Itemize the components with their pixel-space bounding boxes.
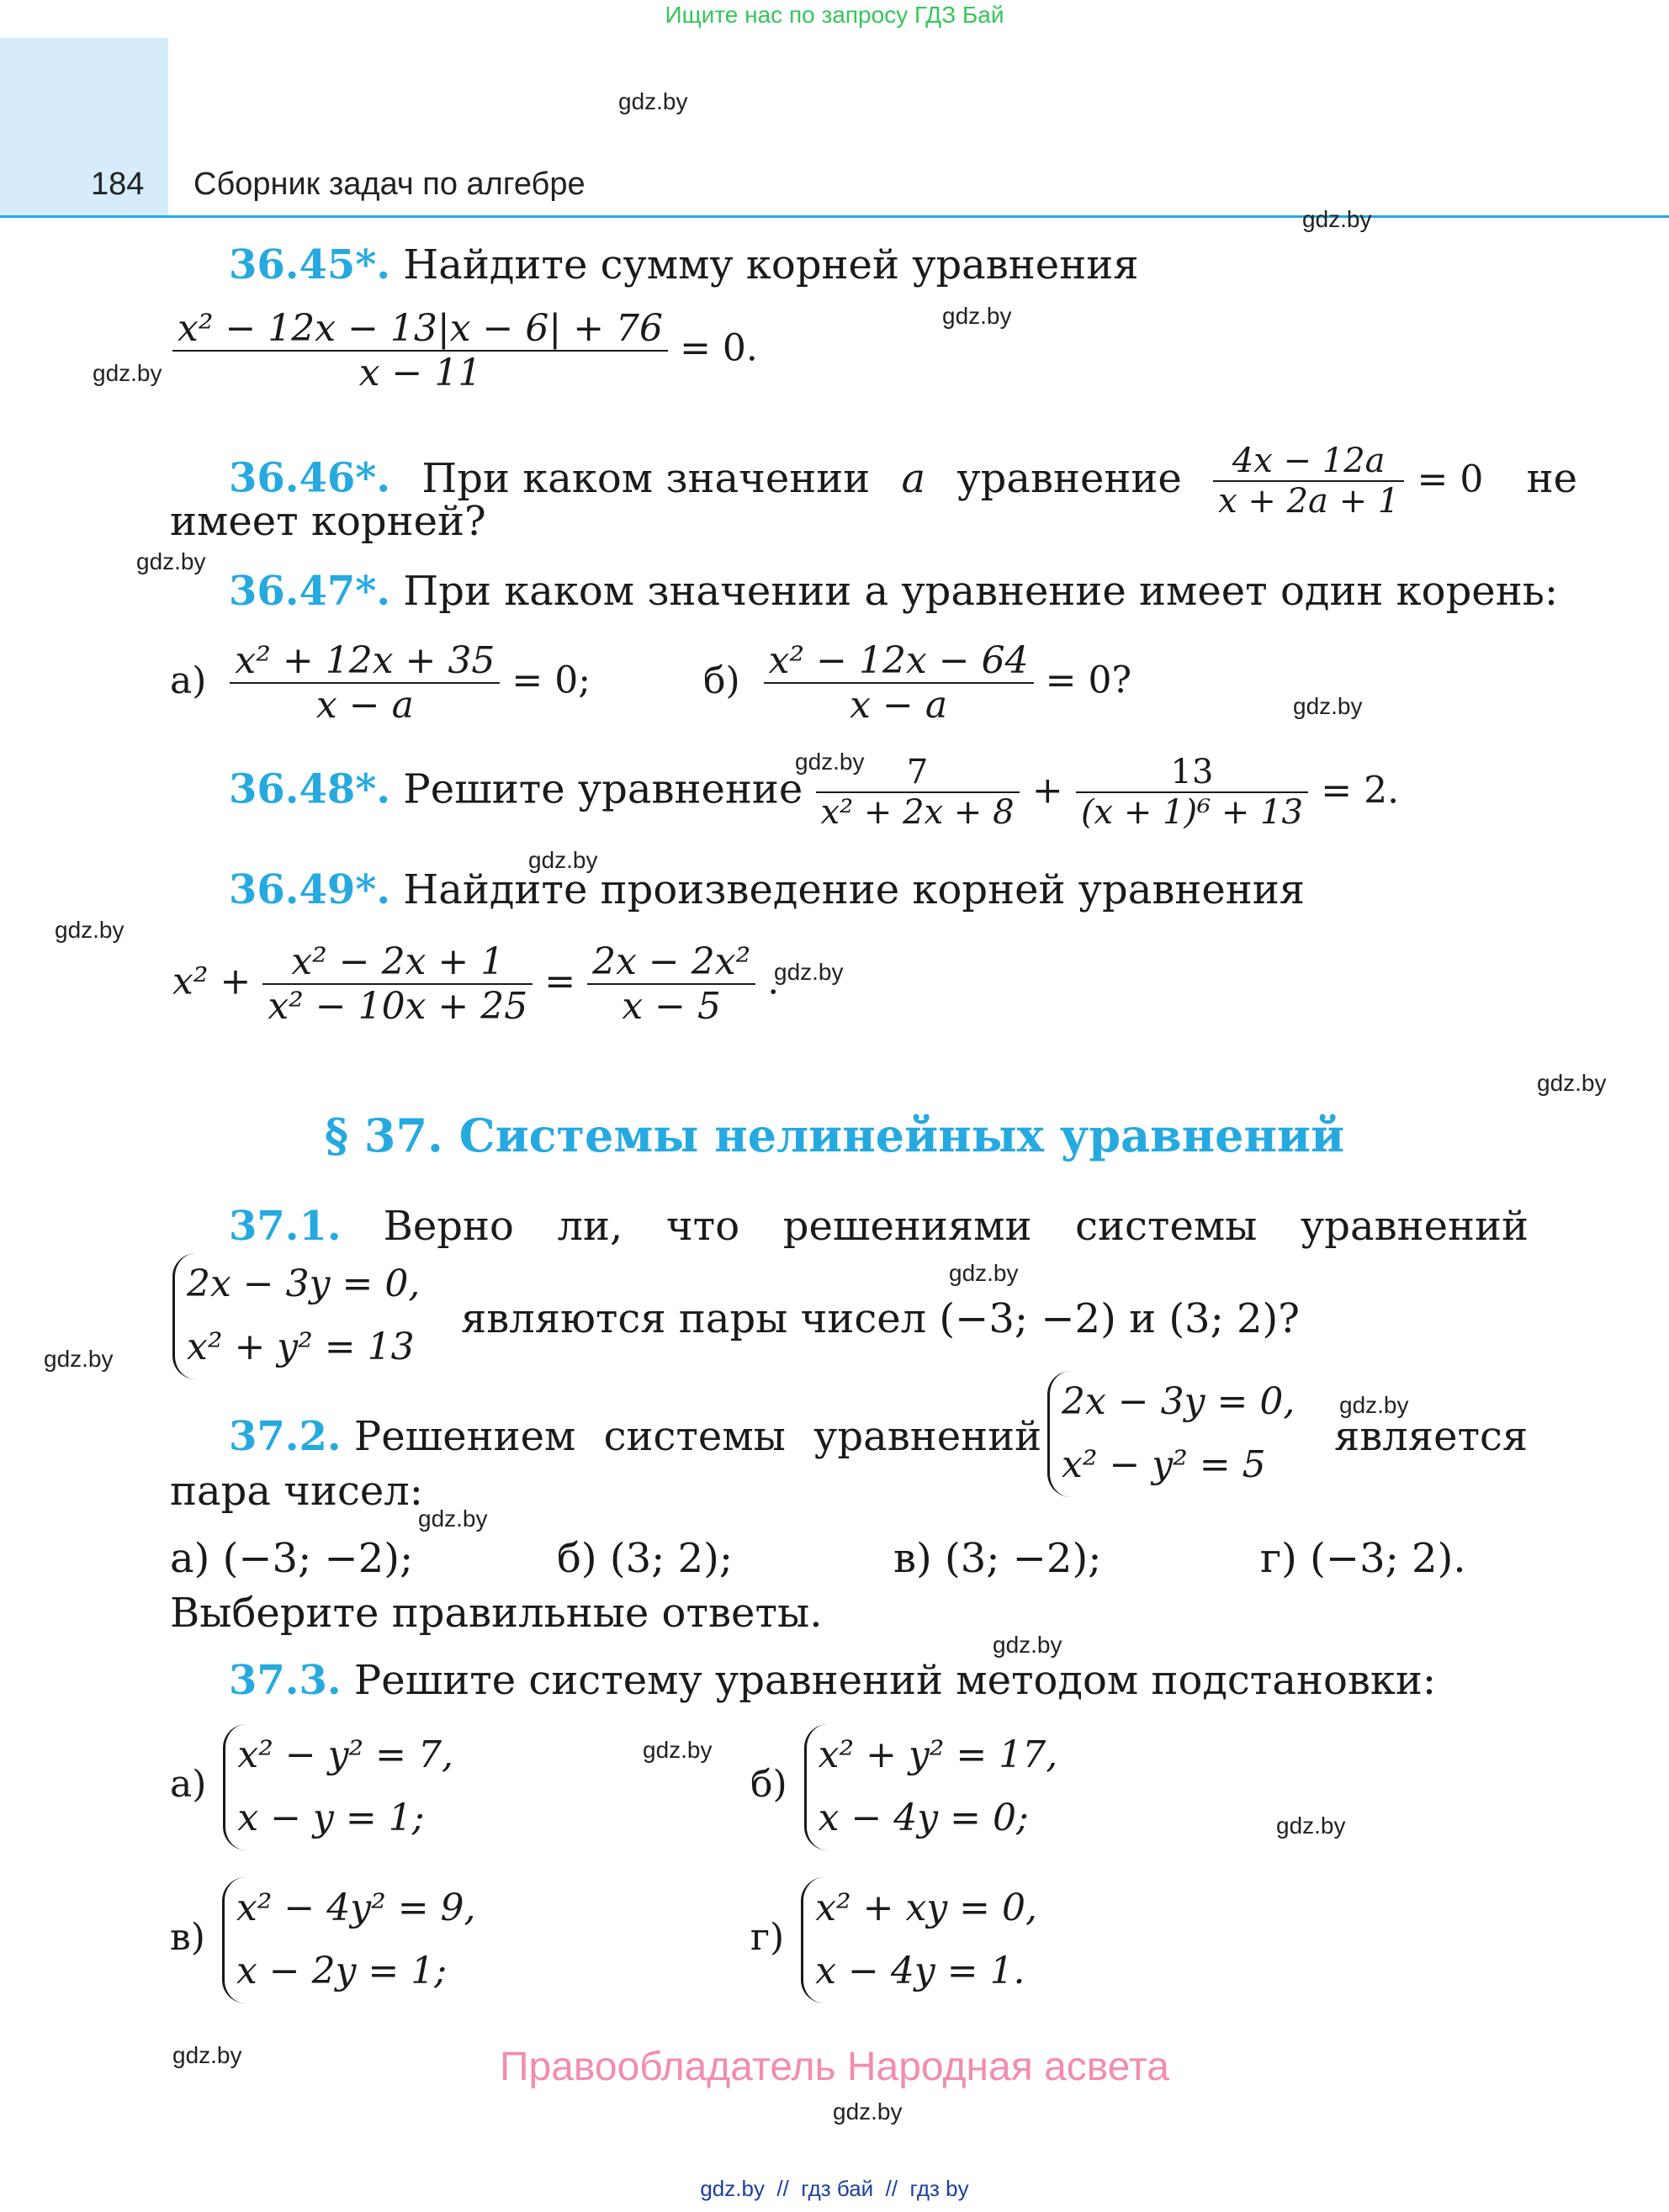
- numerator: x² − 12x − 13|x − 6| + 76: [177, 307, 664, 350]
- equation: x² − y² = 7,: [237, 1733, 454, 1776]
- problem-37-2-text4: Выберите правильные ответы.: [170, 1590, 823, 1637]
- equation-system: [223, 1724, 453, 1850]
- equation-36-49: [172, 940, 779, 1028]
- system-37-3-b: [750, 1724, 1057, 1850]
- answer-option-b: б) (3; 2);: [557, 1535, 734, 1582]
- equation-system: [804, 1724, 1058, 1850]
- equation-system: [801, 1877, 1037, 2003]
- top-banner[interactable]: Ищите нас по запросу ГДЗ Бай: [665, 2, 1004, 28]
- equation: x² + y² = 13: [187, 1325, 415, 1368]
- watermark: gdz.by: [1276, 1812, 1346, 1839]
- problem-37-1: [229, 1203, 1529, 1250]
- denominator: x − a: [230, 682, 500, 727]
- problem-37-1-text2: являются пары чисел (−3; −2) и (3; 2)?: [461, 1295, 1301, 1342]
- equation: 2x − 3y = 0,: [187, 1262, 421, 1305]
- watermark: gdz.by: [44, 1346, 114, 1372]
- fraction: [262, 940, 532, 1028]
- item-label: а): [170, 1763, 207, 1807]
- watermark: gdz.by: [1293, 693, 1363, 719]
- equation: x − y = 1;: [237, 1796, 425, 1839]
- page-number: 184: [91, 167, 145, 202]
- numerator: x² + 12x + 35: [235, 639, 495, 682]
- watermark: gdz.by: [993, 1632, 1062, 1658]
- equation-system: [172, 1253, 420, 1379]
- denominator: x² − 10x + 25: [262, 983, 532, 1028]
- fraction: [230, 639, 500, 727]
- equation-system: [1047, 1371, 1295, 1497]
- numerator: 7: [906, 753, 929, 791]
- problem-36-48: [229, 753, 1399, 832]
- problem-number: 36.45*.: [229, 241, 391, 288]
- equation: 2x − 3y = 0,: [1062, 1380, 1295, 1423]
- problem-text: При каком значении: [421, 454, 871, 502]
- watermark: gdz.by: [55, 917, 125, 943]
- rights-holder: Правообладатель Народная асвета: [500, 2045, 1169, 2089]
- denominator: x − 11: [172, 350, 668, 394]
- equation-36-45: [172, 307, 758, 394]
- fraction: [587, 940, 755, 1028]
- problem-number: 36.47*.: [229, 568, 391, 615]
- problem-text: Верно ли, что решениями системы уравнений: [383, 1203, 1529, 1250]
- numerator: x² − 12x − 64: [768, 639, 1029, 682]
- problem-text: При каком значении a уравнение имеет один корень:: [403, 568, 1559, 615]
- numerator: x² − 2x + 1: [291, 940, 505, 983]
- answer-option-a: а) (−3; −2);: [170, 1535, 414, 1582]
- watermark: gdz.by: [1302, 206, 1372, 232]
- rhs: = 0: [1417, 458, 1484, 501]
- item-label: а): [170, 659, 207, 702]
- system-37-3-a: [170, 1724, 453, 1850]
- equation: x² − y² = 5: [1062, 1442, 1266, 1486]
- numerator: 2x − 2x²: [592, 940, 751, 983]
- answer-option-d: г) (−3; 2).: [1260, 1535, 1466, 1582]
- watermark: gdz.by: [942, 303, 1012, 329]
- denominator: x − 5: [587, 983, 755, 1028]
- plus-sign: +: [1031, 769, 1063, 812]
- equation-system: [222, 1877, 476, 2003]
- watermark: gdz.by: [795, 749, 865, 775]
- denominator: x² + 2x + 8: [816, 791, 1020, 832]
- problem-36-46-line2: имеет корней?: [170, 498, 486, 545]
- fraction: [816, 753, 1020, 832]
- watermark: gdz.by: [528, 847, 598, 873]
- watermark: gdz.by: [833, 2098, 903, 2125]
- system-37-1: [172, 1253, 420, 1379]
- answer-option-c: в) (3; −2);: [893, 1535, 1102, 1582]
- problem-number: 37.1.: [229, 1203, 342, 1250]
- problem-text: Найдите произведение корней уравнения: [403, 866, 1305, 913]
- footer-links[interactable]: gdz.by // гдз бай // гдз by: [700, 2176, 969, 2201]
- rhs: = 2.: [1321, 769, 1400, 812]
- denominator: (x + 1)⁶ + 13: [1076, 791, 1308, 832]
- problem-text: Решите систему уравнений методом подстановки:: [353, 1657, 1437, 1704]
- problem-text: Решением системы уравнений: [353, 1413, 1042, 1460]
- problem-number: 36.49*.: [229, 866, 391, 913]
- equation: x² + y² = 17,: [818, 1733, 1058, 1776]
- rhs: = 0?: [1045, 659, 1132, 702]
- lhs: x² +: [172, 960, 252, 1003]
- watermark: gdz.by: [1537, 1070, 1607, 1096]
- section-title: § 37. Системы нелинейных уравнений: [324, 1109, 1345, 1162]
- rhs: = 0.: [680, 326, 758, 370]
- problem-37-3: [229, 1657, 1436, 1704]
- problem-number: 36.48*.: [229, 765, 391, 813]
- watermark: gdz.by: [774, 959, 844, 985]
- watermark: gdz.by: [136, 548, 206, 574]
- system-37-2: [1047, 1371, 1295, 1497]
- problem-36-45: [229, 241, 1138, 288]
- problem-36-49: [229, 866, 1305, 913]
- watermark: gdz.by: [949, 1260, 1019, 1286]
- header-rule: [0, 215, 1669, 218]
- problem-text: Решите уравнение: [403, 765, 803, 813]
- watermark: gdz.by: [418, 1506, 488, 1532]
- equation: x² + xy = 0,: [815, 1887, 1038, 1929]
- equation: x − 2y = 1;: [236, 1949, 448, 1992]
- equation-36-47-a: [170, 639, 591, 727]
- rhs: = 0;: [511, 659, 591, 702]
- book-title: Сборник задач по алгебре: [193, 167, 585, 202]
- denominator: x + 2a + 1: [1213, 480, 1404, 521]
- system-37-3-d: [750, 1877, 1037, 2003]
- system-37-3-c: [170, 1877, 476, 2003]
- problem-37-2: [229, 1413, 1041, 1460]
- fraction: [172, 307, 668, 394]
- fraction: [1213, 442, 1404, 521]
- watermark: gdz.by: [172, 2042, 242, 2068]
- watermark: gdz.by: [93, 360, 162, 386]
- equation: x − 4y = 0;: [818, 1796, 1029, 1839]
- problem-37-2-text3: пара чисел:: [170, 1468, 423, 1515]
- equation-36-47-b: [703, 639, 1131, 727]
- problem-number: 37.2.: [229, 1413, 342, 1460]
- watermark: gdz.by: [1339, 1392, 1409, 1418]
- problem-number: 37.3.: [229, 1657, 342, 1704]
- problem-36-47: [229, 568, 1558, 615]
- equation: x − 4y = 1.: [815, 1949, 1025, 1992]
- problem-37-2-text2: является: [1334, 1413, 1529, 1460]
- equals-sign: =: [544, 960, 576, 1003]
- watermark: gdz.by: [643, 1737, 713, 1763]
- item-label: в): [170, 1916, 205, 1960]
- problem-text: уравнение: [956, 454, 1182, 502]
- period: .: [767, 960, 780, 1003]
- equation: x² − 4y² = 9,: [236, 1887, 476, 1929]
- item-label: б): [703, 659, 740, 702]
- problem-text: не: [1526, 454, 1578, 502]
- item-label: б): [750, 1763, 787, 1807]
- problem-text: Найдите сумму корней уравнения: [403, 241, 1139, 288]
- fraction: [1076, 753, 1308, 832]
- fraction: [764, 639, 1034, 727]
- denominator: x − a: [764, 682, 1034, 727]
- item-label: г): [750, 1916, 785, 1960]
- watermark: gdz.by: [618, 88, 688, 114]
- problem-number: 36.46*.: [229, 454, 391, 502]
- variable: a: [901, 454, 926, 502]
- numerator: 4x − 12a: [1232, 442, 1386, 480]
- numerator: 13: [1170, 753, 1214, 791]
